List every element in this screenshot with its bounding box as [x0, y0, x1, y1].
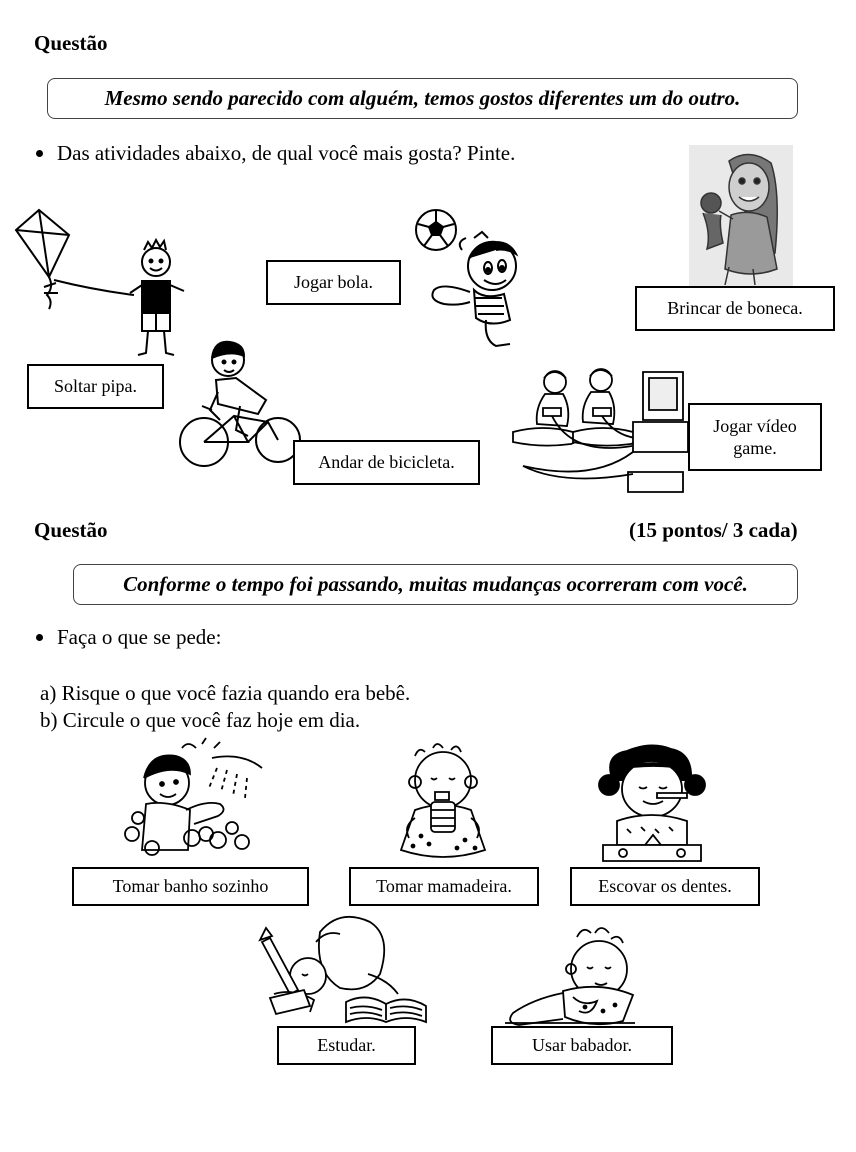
kite-boy-icon	[14, 205, 189, 360]
baby-bib-icon	[503, 925, 638, 1030]
activity-label-bottle[interactable]: Tomar mamadeira.	[349, 867, 539, 906]
activity-label-shower[interactable]: Tomar banho sozinho	[72, 867, 309, 906]
activity-label-videogame[interactable]: Jogar vídeo game.	[688, 403, 822, 471]
instruction-line-2	[36, 625, 221, 650]
instruction-text: Das atividades abaixo, de qual você mais gosta? Pinte.	[57, 141, 516, 165]
video-game-kids-icon	[503, 362, 688, 497]
statement-banner-2: Conforme o tempo foi passando, muitas mudanças ocorreram com você.	[73, 564, 798, 605]
shower-boy-icon	[122, 738, 272, 858]
soccer-kid-icon	[412, 208, 532, 356]
statement-banner: Mesmo sendo parecido com alguém, temos gostos diferentes um do outro.	[47, 78, 798, 119]
activity-label-teeth[interactable]: Escovar os dentes.	[570, 867, 760, 906]
question-title: Questão	[34, 31, 108, 55]
girl-doll-icon	[689, 145, 793, 287]
question-title-2: Questão	[34, 518, 108, 542]
baby-bottle-icon	[385, 740, 503, 860]
toothbrush-girl-icon	[597, 745, 707, 865]
activity-label-study[interactable]: Estudar.	[277, 1026, 416, 1065]
points-value: (15 pontos/ 3 cada)	[629, 518, 798, 542]
bullet-icon	[36, 150, 43, 157]
studying-kid-icon	[250, 912, 430, 1030]
instruction-line	[36, 141, 515, 166]
activity-label-doll[interactable]: Brincar de boneca.	[635, 286, 835, 331]
bicycle-kid-icon	[178, 340, 306, 470]
activity-label-ball[interactable]: Jogar bola.	[266, 260, 401, 305]
instruction-a: a) Risque o que você fazia quando era bebê.	[40, 681, 411, 705]
activity-label-bib[interactable]: Usar babador.	[491, 1026, 673, 1065]
instruction-b: b) Circule o que você faz hoje em dia.	[40, 708, 361, 732]
activity-label-kite[interactable]: Soltar pipa.	[27, 364, 164, 409]
activity-label-bicycle[interactable]: Andar de bicicleta.	[293, 440, 480, 485]
bullet-icon	[36, 634, 43, 641]
instruction-text-2: Faça o que se pede:	[57, 625, 222, 649]
